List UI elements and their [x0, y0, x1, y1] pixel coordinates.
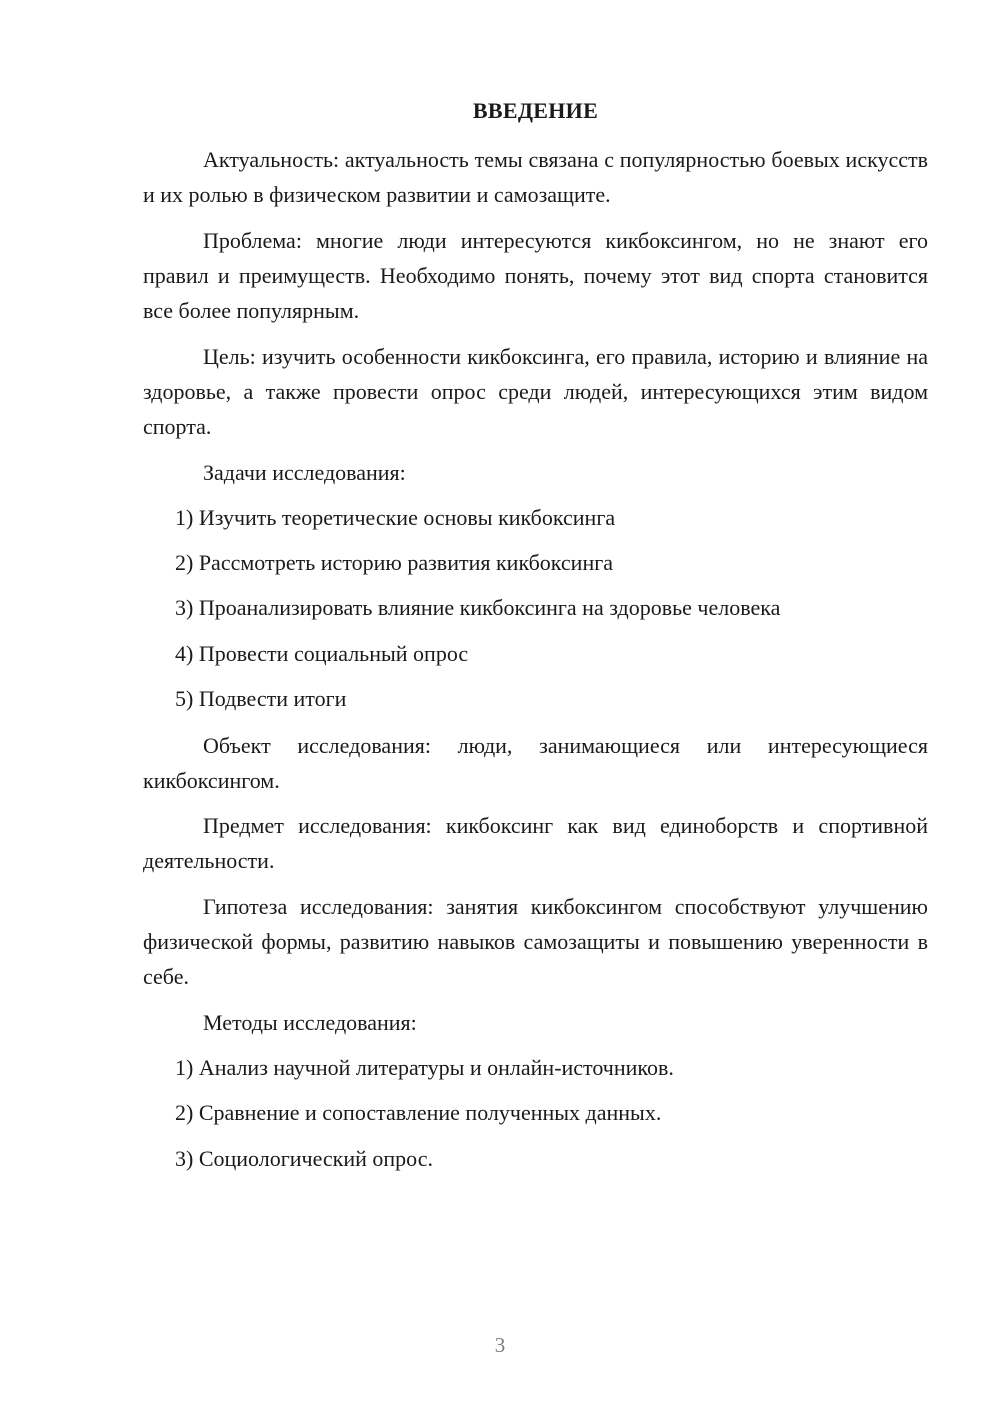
problem-paragraph: Проблема: многие люди интересуются кикбоксингом, но не знают его правил и преимуществ. Необходимо понять, почему этот вид спорта становится все более популярным.	[143, 228, 928, 323]
relevance-paragraph: Актуальность: актуальность темы связана с популярностью боевых искусств и их ролью в физическом развитии и самозащите.	[143, 147, 928, 207]
method-item-1: 1) Анализ научной литературы и онлайн-источников.	[175, 1055, 674, 1080]
task-item-1: 1) Изучить теоретические основы кикбоксинга	[175, 505, 616, 530]
page-title: ВВЕДЕНИЕ	[472, 98, 599, 123]
subject-paragraph: Предмет исследования: кикбоксинг как вид единоборств и спортивной деятельности.	[143, 813, 928, 873]
task-item-2: 2) Рассмотреть историю развития кикбоксинга	[175, 550, 614, 575]
goal-paragraph: Цель: изучить особенности кикбоксинга, его правила, историю и влияние на здоровье, а также провести опрос среди людей, интересующихся этим видом спорта.	[143, 344, 928, 439]
page-number: 3	[494, 1333, 506, 1357]
method-item-2: 2) Сравнение и сопоставление полученных данных.	[175, 1100, 662, 1125]
object-paragraph: Объект исследования: люди, занимающиеся или интересующиеся кикбоксингом.	[143, 733, 928, 793]
methods-heading: Методы исследования:	[203, 1010, 417, 1035]
hypothesis-paragraph: Гипотеза исследования: занятия кикбоксингом способствуют улучшению физической формы, развитию навыков самозащиты и повышению уверенности в себе.	[143, 894, 928, 989]
task-item-3: 3) Проанализировать влияние кикбоксинга на здоровье человека	[175, 595, 781, 620]
task-item-5: 5) Подвести итоги	[175, 686, 347, 711]
task-item-4: 4) Провести социальный опрос	[175, 641, 469, 666]
method-item-3: 3) Социологический опрос.	[175, 1146, 433, 1171]
tasks-heading: Задачи исследования:	[203, 460, 406, 485]
